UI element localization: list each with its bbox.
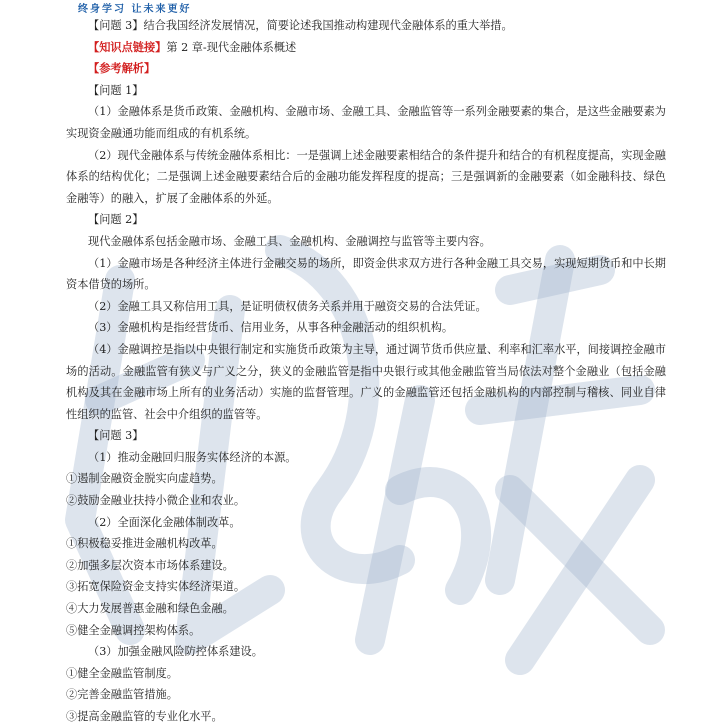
list-item: ①健全金融监管制度。 bbox=[66, 666, 178, 680]
list-item: ⑤健全金融调控架构体系。 bbox=[66, 623, 201, 637]
knowledge-link-line bbox=[66, 37, 666, 59]
list-item: （1）推动金融回归服务实体经济的本源。 bbox=[88, 450, 297, 464]
list-item: ②加强多层次资本市场体系建设。 bbox=[66, 558, 234, 572]
list-item: ③提高金融监管的专业化水平。 bbox=[66, 710, 223, 723]
list-item: （3）加强金融风险防控体系建设。 bbox=[88, 645, 263, 659]
list-item: ②鼓励金融业扶持小微企业和农业。 bbox=[66, 494, 246, 508]
paragraph: （1）金融市场是各种经济主体进行金融交易的场所，即资金供求双方进行各种金融工具交易，实现短期货币和中长期资本借贷的场所。 bbox=[66, 256, 666, 292]
list-item: ③拓宽保险资金支持实体经济渠道。 bbox=[66, 580, 246, 594]
header-slogan: 终身学习 让未来更好 bbox=[78, 4, 192, 15]
list-item: （2）全面深化金融体制改革。 bbox=[88, 515, 241, 529]
paragraph: （2）金融工具又称信用工具，是证明债权债务关系并用于融资交易的合法凭证。 bbox=[88, 299, 487, 313]
question-tag: 【问题 3】 bbox=[88, 19, 144, 32]
knowledge-label: 【知识点链接】 bbox=[88, 39, 167, 54]
list-item: ①遏制金融资金脱实向虚趋势。 bbox=[66, 472, 223, 486]
paragraph: （1）金融体系是货币政策、金融机构、金融市场、金融工具、金融监管等一系列金融要素的集合，是这些金融要素为实现资金融通功能而组成的有机系统。 bbox=[66, 105, 666, 140]
reference-label: 【参考解析】 bbox=[88, 61, 156, 76]
list-item: ①积极稳妥推进金融机构改革。 bbox=[66, 537, 223, 551]
question-text: 结合我国经济发展情况，简要论述我国推动构建现代金融体系的重大举措。 bbox=[143, 19, 513, 32]
paragraph: 现代金融体系包括金融市场、金融工具、金融机构、金融调控与监管等主要内容。 bbox=[88, 234, 491, 248]
list-item: ④大力发展普惠金融和绿色金融。 bbox=[66, 602, 234, 616]
knowledge-text: 第 2 章-现代金融体系概述 bbox=[166, 40, 297, 54]
document-body bbox=[66, 15, 666, 728]
section-title-1: 【问题 1】 bbox=[88, 83, 144, 97]
paragraph: （2）现代金融体系与传统金融体系相比：一是强调上述金融要素相结合的条件提升和结合的有机程度提高，实现金融体系的结构优化；二是强调上述金融要素结合后的金融功能发挥程度的提高；三是强调新的金融要素（如金融科技、绿色金融等）的融入，扩展了金融体系的外延。 bbox=[66, 148, 666, 205]
question-line bbox=[66, 15, 666, 37]
paragraph: （4）金融调控是指以中央银行制定和实施货币政策为主导，通过调节货币供应量、利率和汇率水平，间接调控金融市场的活动。金融监管有狭义与广义之分，狭义的金融监管是指中央银行或其他金融监管当局依法对整个金融业（包括金融机构及其在金融市场上所有的业务活动）实施的监督管理。广义的金融监管还包括金融机构的内部控制与稽核、同业自律性组织的监管、社会中介组织的监管等。 bbox=[66, 342, 666, 421]
list-item: ②完善金融监管措施。 bbox=[66, 688, 178, 702]
section-title-3: 【问题 3】 bbox=[88, 429, 144, 443]
paragraph: （3）金融机构是指经营货币、信用业务，从事各种金融活动的组织机构。 bbox=[88, 321, 454, 335]
section-title-2: 【问题 2】 bbox=[88, 213, 144, 227]
